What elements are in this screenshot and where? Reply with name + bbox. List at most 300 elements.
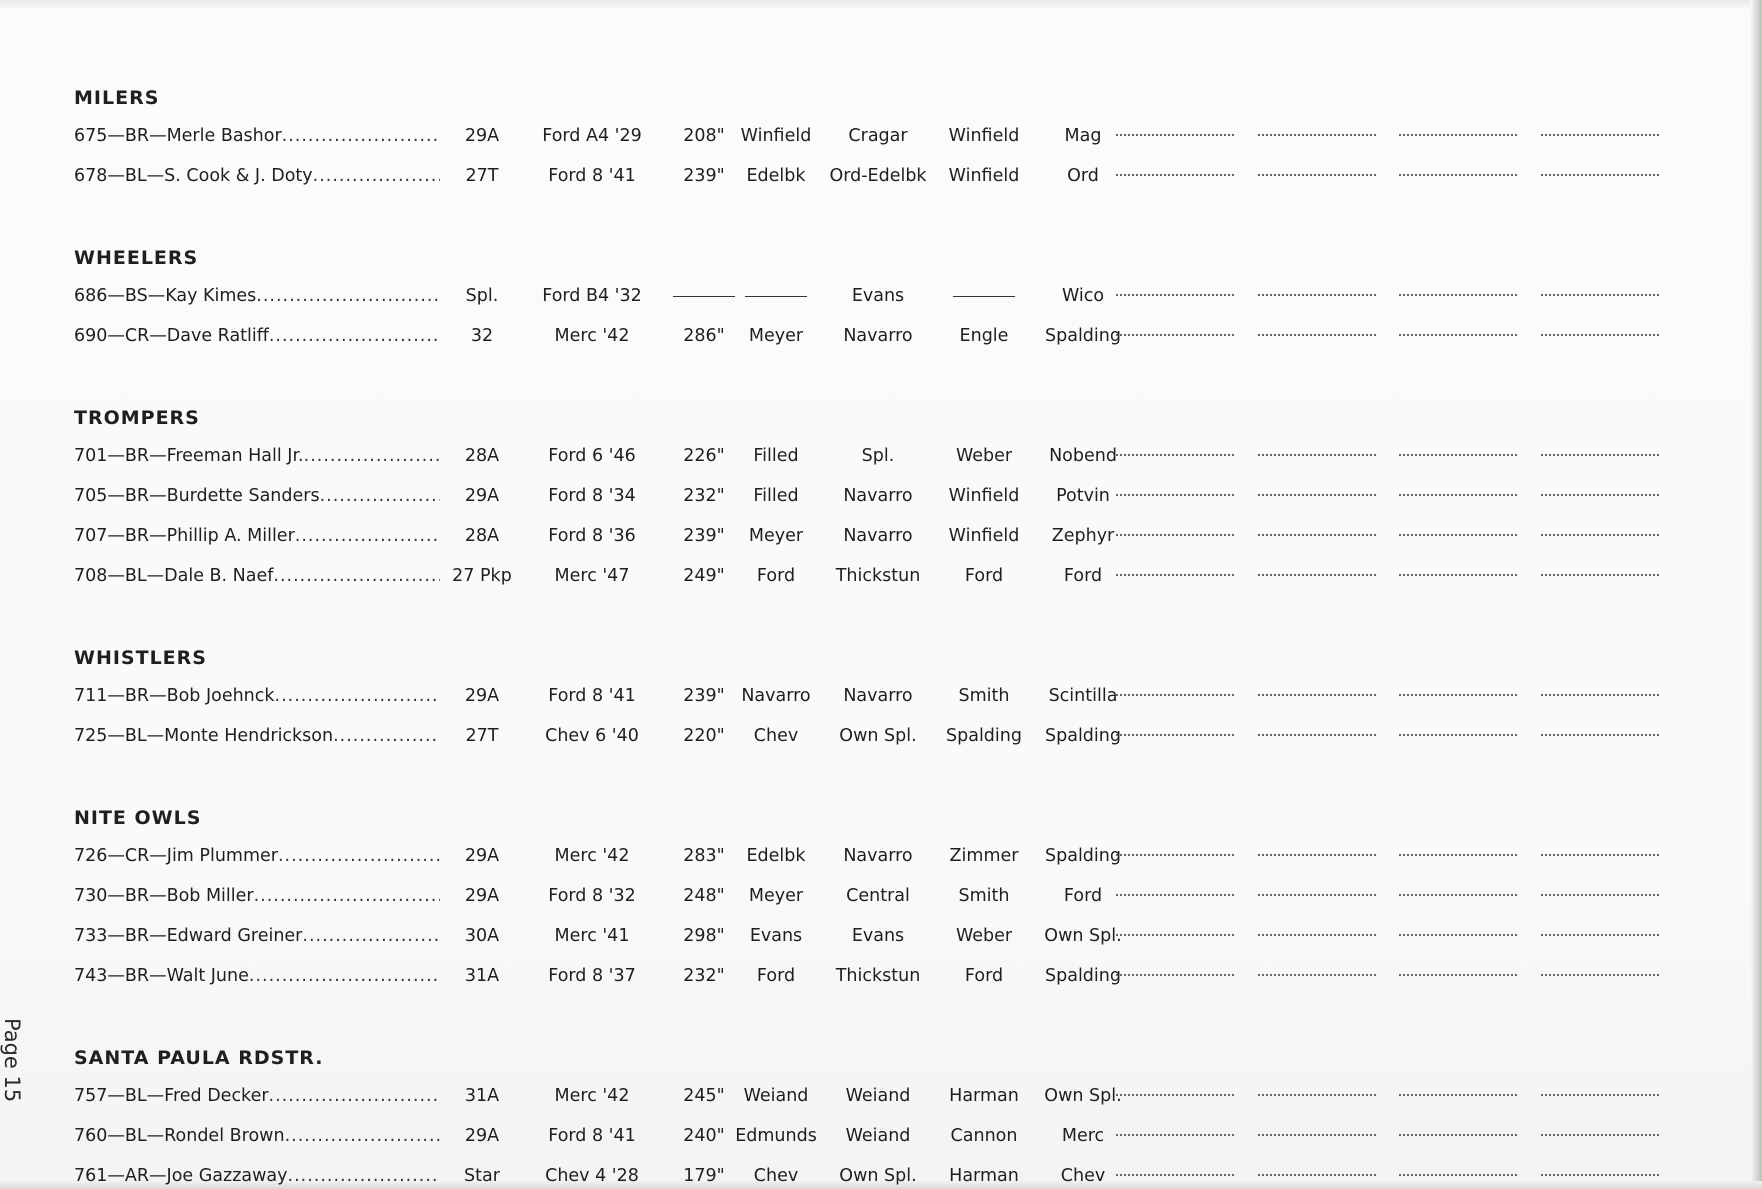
entry-intake-text: Thickstun [835,966,921,986]
entry-ignition-text: Scintilla [1048,686,1118,706]
result-blank [1541,854,1659,856]
entry-name [74,436,440,476]
result-blank [1258,934,1376,936]
club-section [74,404,1674,596]
entry-heads-text: Weiand [743,1086,809,1106]
result-blank [1541,334,1659,336]
entry-row [74,436,1674,476]
result-blank [1258,1174,1376,1176]
entry-row [74,516,1674,556]
result-blank [1399,494,1517,496]
entry-ignition-text: Spalding [1045,726,1121,746]
entry-class [443,556,521,596]
result-blank [1258,334,1376,336]
entry-intake-text: Navarro [843,526,913,546]
entry-intake-text: Navarro [843,846,913,866]
entry-displacement-text: 220" [683,726,725,746]
entry-class-text: 29A [464,486,500,506]
result-blank [1399,334,1517,336]
entry-ignition [1008,1076,1158,1116]
entry-name-text: 701—BR—Freeman Hall Jr. [74,446,304,466]
entry-row [74,716,1674,756]
entry-ignition [1008,876,1158,916]
entry-heads-text: Meyer [748,326,804,346]
blank-dash [953,296,1015,297]
result-blank [1541,174,1659,176]
result-blank [1399,454,1517,456]
result-blank [1541,1094,1659,1096]
result-blank [1258,974,1376,976]
result-blank [1116,1094,1234,1096]
entry-displacement-text: 179" [683,1166,725,1186]
entry-row [74,1076,1674,1116]
club-name: WHISTLERS [74,647,207,669]
result-blank [1116,934,1234,936]
entry-displacement-text: 232" [683,966,725,986]
entry-name-text: 711—BR—Bob Joehnck [74,686,275,706]
entry-engine [518,516,666,556]
entry-ignition-text: Spalding [1045,966,1121,986]
entry-engine-text: Ford 8 '37 [548,966,636,986]
result-blank [1541,974,1659,976]
entry-row [74,876,1674,916]
entry-class [443,676,521,716]
entry-class-text: 27T [465,726,499,746]
entry-name [74,916,440,956]
entry-row [74,476,1674,516]
result-blank [1541,574,1659,576]
entry-engine [518,836,666,876]
entry-carb-text: Winfield [948,526,1020,546]
entry-intake-text: Own Spl. [839,726,917,746]
entry-ignition [1008,676,1158,716]
entry-name-text: 708—BL—Dale B. Naef [74,566,274,586]
entry-displacement-text: 239" [683,686,725,706]
entry-engine-text: Chev 6 '40 [545,726,639,746]
entry-class-text: 28A [464,446,500,466]
entry-engine-text: Ford B4 '32 [542,286,642,306]
entry-name [74,116,440,156]
club-name: TROMPERS [74,407,200,429]
entry-row [74,1156,1674,1189]
entry-engine-text: Ford 8 '41 [548,1126,636,1146]
entry-engine-text: Merc '42 [554,846,630,866]
entry-class-text: 32 [470,326,494,346]
entry-carb-text: Weber [955,446,1013,466]
entry-engine-text: Chev 4 '28 [545,1166,639,1186]
page-top-edge [0,0,1762,10]
result-blank [1116,1174,1234,1176]
entry-ignition-text: Nobend [1049,446,1117,466]
result-blank [1541,534,1659,536]
entry-row [74,916,1674,956]
entry-list [74,84,1674,1189]
result-blank [1258,854,1376,856]
result-blank [1399,1174,1517,1176]
entry-engine [518,316,666,356]
club-section [74,244,1674,356]
entry-heads-text: Filled [753,486,799,506]
result-blank [1116,734,1234,736]
result-blank [1399,1134,1517,1136]
entry-engine [518,276,666,316]
entry-intake-text: Navarro [843,486,913,506]
entry-name [74,1076,440,1116]
entry-engine [518,436,666,476]
entry-carb-text: Winfield [948,486,1020,506]
entry-ignition-text: Spalding [1045,326,1121,346]
entry-engine [518,676,666,716]
result-blank [1258,1134,1376,1136]
entry-class-text: 29A [464,1126,500,1146]
entry-row [74,556,1674,596]
entry-name [74,876,440,916]
entry-engine-text: Ford 8 '34 [548,486,636,506]
result-blank [1116,494,1234,496]
entry-carb-text: Harman [949,1166,1019,1186]
entry-intake-text: Navarro [843,326,913,346]
entry-ignition [1008,956,1158,996]
entry-heads-text: Evans [749,926,803,946]
entry-name-text: 761—AR—Joe Gazzaway [74,1166,288,1186]
result-blank [1541,734,1659,736]
entry-displacement-text: 240" [683,1126,725,1146]
entry-name-text: 707—BR—Phillip A. Miller [74,526,295,546]
result-blank [1399,734,1517,736]
result-blank [1116,334,1234,336]
entry-ignition [1008,316,1158,356]
result-blank [1258,734,1376,736]
entry-class [443,876,521,916]
entry-class [443,1076,521,1116]
entry-name-text: 705—BR—Burdette Sanders [74,486,320,506]
entry-ignition [1008,276,1158,316]
entry-engine [518,1076,666,1116]
entry-class [443,276,521,316]
entry-class-text: 29A [464,846,500,866]
result-blank [1116,894,1234,896]
result-blank [1541,1174,1659,1176]
entry-ignition-text: Chev [1060,1166,1106,1186]
entry-carb-text: Winfield [948,166,1020,186]
club-name: MILERS [74,87,160,109]
result-blank [1399,174,1517,176]
entry-ignition-text: Ord [1067,166,1099,186]
result-blank [1541,454,1659,456]
entry-ignition-text: Mag [1064,126,1102,146]
club-name: NITE OWLS [74,807,202,829]
result-blank [1541,894,1659,896]
entry-ignition [1008,716,1158,756]
entry-displacement-text: 283" [683,846,725,866]
entry-heads-text: Edmunds [735,1126,817,1146]
result-blank [1258,574,1376,576]
entry-name [74,956,440,996]
entry-ignition-text: Ford [1063,566,1103,586]
club-section [74,644,1674,756]
entry-row [74,836,1674,876]
entry-row [74,316,1674,356]
page-right-edge [1750,0,1762,1189]
entry-engine [518,1116,666,1156]
entry-carb-text: Spalding [946,726,1022,746]
entry-engine-text: Merc '42 [554,1086,630,1106]
entry-heads-text: Ford [756,966,796,986]
result-blank [1258,454,1376,456]
entry-class [443,1116,521,1156]
entry-name [74,1156,440,1189]
entry-displacement-text: 248" [683,886,725,906]
entry-row [74,116,1674,156]
entry-name-text: 686—BS—Kay Kimes [74,286,257,306]
entry-class-text: 29A [464,686,500,706]
entry-ignition [1008,116,1158,156]
entry-heads-text: Navarro [741,686,811,706]
result-blank [1258,694,1376,696]
entry-class [443,716,521,756]
entry-engine [518,476,666,516]
entry-intake-text: Thickstun [835,566,921,586]
entry-name [74,716,440,756]
entry-ignition [1008,1116,1158,1156]
entry-class-text: 30A [464,926,500,946]
entry-ignition [1008,556,1158,596]
entry-heads-text: Chev [753,726,799,746]
result-blank [1258,894,1376,896]
entry-intake-text: Ord-Edelbk [829,166,927,186]
entry-ignition [1008,916,1158,956]
entry-class-text: 27T [465,166,499,186]
entry-engine [518,116,666,156]
entry-intake-text: Own Spl. [839,1166,917,1186]
result-blank [1399,294,1517,296]
entry-ignition-text: Ford [1063,886,1103,906]
entry-name [74,276,440,316]
entry-ignition-text: Merc [1061,1126,1105,1146]
entry-class [443,836,521,876]
entry-row [74,276,1674,316]
entry-ignition-text: Wico [1061,286,1105,306]
entry-carb-text: Ford [964,966,1004,986]
result-blank [1399,574,1517,576]
entry-name [74,836,440,876]
page-number: Page 15 [0,1018,24,1103]
entry-heads-text: Winfield [740,126,812,146]
entry-displacement-text: 239" [683,166,725,186]
entry-class-text: Spl. [465,286,499,306]
entry-carb-text: Smith [958,886,1010,906]
result-blank [1116,454,1234,456]
result-blank [1116,134,1234,136]
result-blank [1541,694,1659,696]
entry-displacement-text: 286" [683,326,725,346]
result-blank [1258,134,1376,136]
entry-name [74,476,440,516]
result-blank [1116,1134,1234,1136]
entry-carb-text: Smith [958,686,1010,706]
entry-intake-text: Central [846,886,910,906]
entry-ignition [1008,476,1158,516]
entry-ignition [1008,836,1158,876]
entry-intake-text: Evans [851,926,905,946]
entry-engine-text: Merc '42 [554,326,630,346]
entry-displacement-text: 226" [683,446,725,466]
entry-engine [518,916,666,956]
entry-ignition [1008,436,1158,476]
result-blank [1399,534,1517,536]
club-section [74,804,1674,996]
entry-class [443,156,521,196]
entry-class-text: 29A [464,886,500,906]
result-blank [1399,134,1517,136]
result-blank [1116,294,1234,296]
entry-engine-text: Ford A4 '29 [542,126,642,146]
entry-heads-text: Ford [756,566,796,586]
entry-class [443,516,521,556]
entry-name-text: 760—BL—Rondel Brown [74,1126,285,1146]
entry-heads-text: Meyer [748,886,804,906]
entry-class-text: 28A [464,526,500,546]
entry-displacement-text: 239" [683,526,725,546]
entry-engine [518,956,666,996]
entry-class-text: 31A [464,966,500,986]
entry-name [74,676,440,716]
entry-name-text: 743—BR—Walt June [74,966,249,986]
entry-intake-text: Weiand [845,1086,911,1106]
entry-engine [518,716,666,756]
entry-name [74,1116,440,1156]
entry-engine-text: Merc '41 [554,926,630,946]
club-name: SANTA PAULA RDSTR. [74,1047,324,1069]
result-blank [1116,974,1234,976]
entry-name-text: 690—CR—Dave Ratliff [74,326,269,346]
entry-intake-text: Weiand [845,1126,911,1146]
entry-name-text: 757—BL—Fred Decker [74,1086,269,1106]
entry-carb-text: Winfield [948,126,1020,146]
entry-ignition-text: Own Spl. [1044,926,1122,946]
result-blank [1541,134,1659,136]
entry-engine-text: Ford 6 '46 [548,446,636,466]
result-blank [1541,294,1659,296]
entry-carb-text: Ford [964,566,1004,586]
entry-intake-text: Evans [851,286,905,306]
club-section [74,1044,1674,1189]
entry-carb-text: Zimmer [949,846,1019,866]
entry-row [74,676,1674,716]
entry-intake-text: Navarro [843,686,913,706]
entry-name-text: 675—BR—Merle Bashor [74,126,282,146]
entry-class-text: 31A [464,1086,500,1106]
entry-engine-text: Ford 8 '32 [548,886,636,906]
entry-class [443,476,521,516]
entry-class-text: 27 Pkp [452,566,512,586]
result-blank [1399,974,1517,976]
entry-name-text: 678—BL—S. Cook & J. Doty [74,166,313,186]
entry-engine [518,876,666,916]
result-blank [1258,294,1376,296]
entry-engine-text: Ford 8 '36 [548,526,636,546]
entry-row [74,1116,1674,1156]
entry-displacement-text: 298" [683,926,725,946]
entry-ignition [1008,1156,1158,1189]
entry-engine [518,556,666,596]
entry-displacement-text: 232" [683,486,725,506]
entry-class [443,116,521,156]
entry-name-text: 733—BR—Edward Greiner [74,926,303,946]
entry-carb-text: Harman [949,1086,1019,1106]
entry-row [74,956,1674,996]
entry-displacement-text: 249" [683,566,725,586]
entry-row [74,156,1674,196]
entry-class [443,1156,521,1189]
entry-intake-text: Cragar [848,126,908,146]
entry-heads-text: Filled [753,446,799,466]
result-blank [1258,174,1376,176]
entry-intake-text: Spl. [861,446,895,466]
entry-ignition [1008,516,1158,556]
entry-class-text: 29A [464,126,500,146]
entry-heads-text: Chev [753,1166,799,1186]
entry-name [74,316,440,356]
result-blank [1258,1094,1376,1096]
result-blank [1541,934,1659,936]
entry-class-text: Star [464,1166,500,1186]
result-blank [1116,694,1234,696]
result-blank [1116,574,1234,576]
entry-name [74,156,440,196]
entry-ignition-text: Own Spl. [1044,1086,1122,1106]
club-name: WHEELERS [74,247,199,269]
entry-engine [518,156,666,196]
entry-carb-text: Cannon [950,1126,1018,1146]
result-blank [1399,694,1517,696]
result-blank [1116,534,1234,536]
entry-name-text: 730—BR—Bob Miller [74,886,254,906]
entry-engine-text: Ford 8 '41 [548,166,636,186]
entry-heads-text: Meyer [748,526,804,546]
result-blank [1541,494,1659,496]
result-blank [1399,934,1517,936]
entry-carb-text: Engle [959,326,1009,346]
entry-ignition-text: Spalding [1045,846,1121,866]
entry-name-text: 726—CR—Jim Plummer [74,846,278,866]
entry-class [443,956,521,996]
entry-name-text: 725—BL—Monte Hendrickson [74,726,334,746]
entry-heads-text: Edelbk [746,846,806,866]
entry-class [443,916,521,956]
entry-class [443,316,521,356]
entry-ignition-text: Potvin [1056,486,1110,506]
result-blank [1258,534,1376,536]
club-section [74,84,1674,196]
blank-dash [745,296,807,297]
entry-engine-text: Merc '47 [554,566,630,586]
entry-ignition-text: Zephyr [1051,526,1115,546]
result-blank [1116,854,1234,856]
result-blank [1399,1094,1517,1096]
entry-heads-text: Edelbk [746,166,806,186]
entry-engine [518,1156,666,1189]
entry-displacement-text: 245" [683,1086,725,1106]
result-blank [1116,174,1234,176]
result-blank [1399,894,1517,896]
result-blank [1258,494,1376,496]
result-blank [1541,1134,1659,1136]
entry-displacement-text: 208" [683,126,725,146]
result-blank [1399,854,1517,856]
entry-name [74,516,440,556]
entry-carb-text: Weber [955,926,1013,946]
